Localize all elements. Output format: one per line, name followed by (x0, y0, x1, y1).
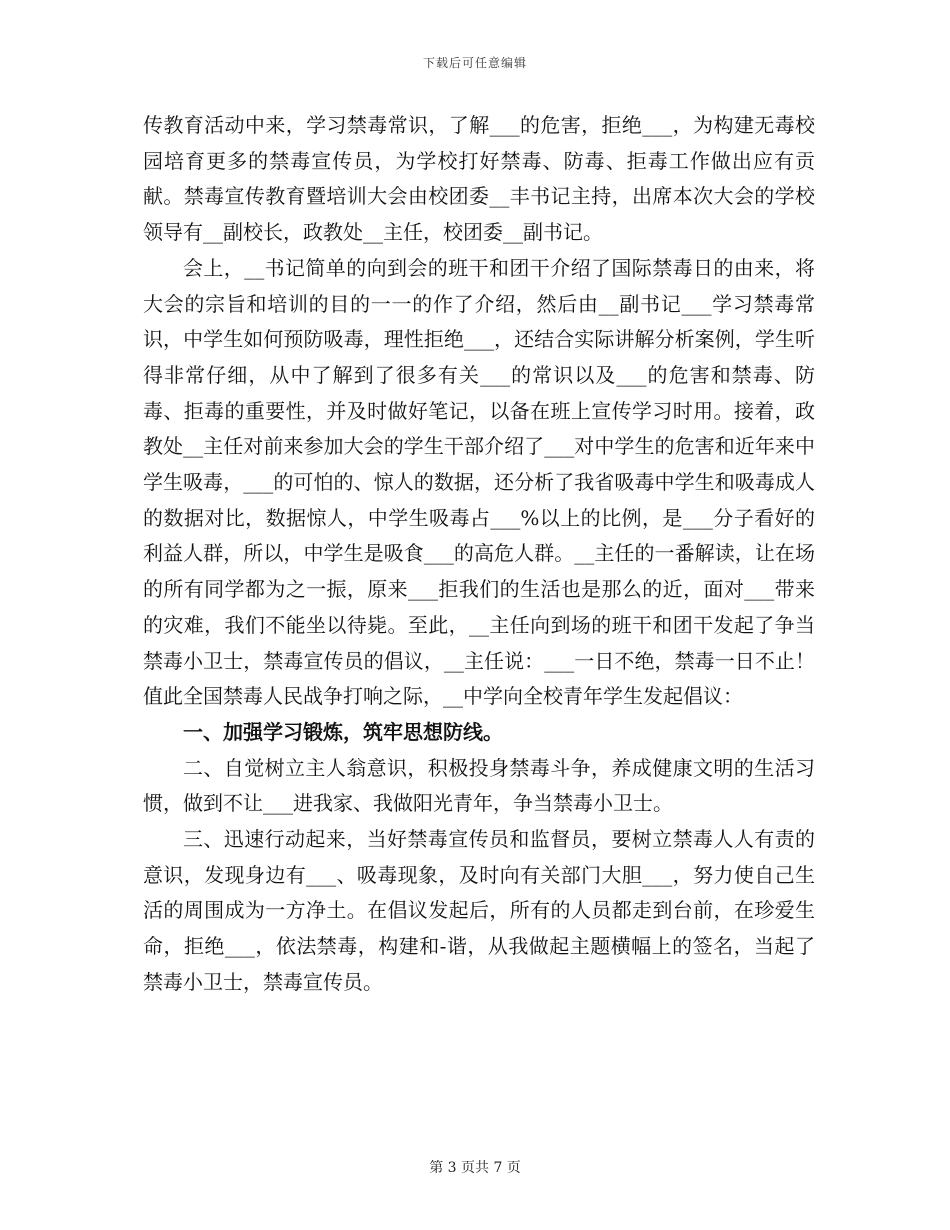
paragraph-continuation: 传教育活动中来，学习禁毒常识，了解___的危害，拒绝___，为构建无毒校园培育更多的禁毒宣传员，为学校打好禁毒、防毒、拒毒工作做出应有贡献。禁毒宣传教育暨培训大会由校团委__丰书记主持，出席本次大会的学校领导有__副校长，政教处__主任，校团委__副书记。 (143, 113, 815, 245)
proposal-item-1: 一、加强学习锻炼，筑牢思想防线。 (183, 719, 503, 744)
document-body (143, 108, 815, 1001)
page-header: 下载后可任意编辑 (422, 56, 527, 70)
paragraph-meeting: 会上，__书记简单的向到会的班干和团干介绍了国际禁毒日的由来，将大会的宗旨和培训的目的一一的作了介绍，然后由__副书记___学习禁毒常识，中学生如何预防吸毒，理性拒绝___，还结合实际讲解分析案例，学生听得非常仔细，从中了解到了很多有关___的常识以及___的危害和禁毒、防毒、拒毒的重要性，并及时做好笔记，以备在班上宣传学习时用。接着，政教处__主任对前来参加大会的学生干部介绍了___对中学生的危害和近年来中学生吸毒，___的可怕的、惊人的数据，还分析了我省吸毒中学生和吸毒成人的数据对比，数据惊人，中学生吸毒占___%以上的比例，是___分子看好的利益人群，所以，中学生是吸食___的高危人群。__主任的一番解读，让在场的所有同学都为之一振，原来___拒我们的生活也是那么的近，面对___带来的灾难，我们不能坐以待毙。至此，__主任向到场的班干和团干发起了争当禁毒小卫士，禁毒宣传员的倡议，__主任说：___一日不绝，禁毒一日不止！值此全国禁毒人民战争打响之际，__中学向全校青年学生发起倡议： (143, 255, 815, 709)
page-footer: 第 3 页共 7 页 (429, 1160, 521, 1176)
proposal-item-2: 二、自觉树立主人翁意识，积极投身禁毒斗争，养成健康文明的生活习惯，做到不让___进我家、我做阳光青年，争当禁毒小卫士。 (143, 755, 815, 816)
proposal-item-3: 三、迅速行动起来，当好禁毒宣传员和监督员，要树立禁毒人人有责的意识，发现身边有___、吸毒现象，及时向有关部门大胆___，努力使自己生活的周围成为一方净土。在倡议发起后，所有的人员都走到台前，在珍爱生命，拒绝___，依法禁毒，构建和-谐，从我做起主题横幅上的签名，当起了禁毒小卫士，禁毒宣传员。 (143, 827, 815, 994)
